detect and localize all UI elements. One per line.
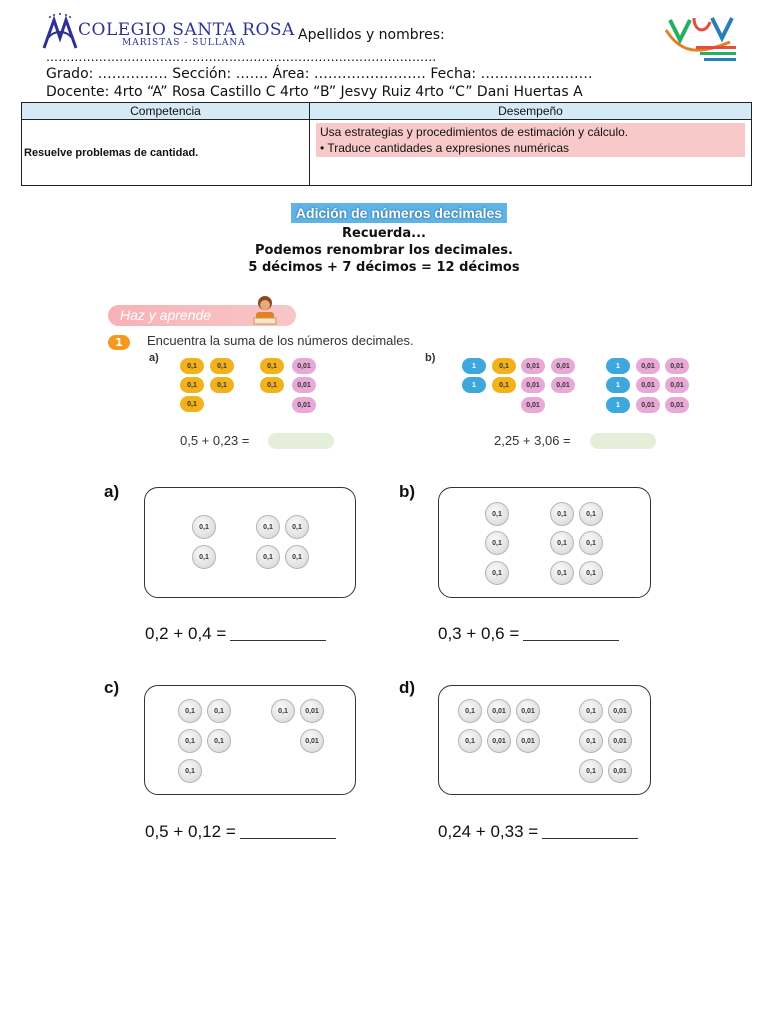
exercise-c-expression: 0,5 + 0,12 = (145, 822, 236, 841)
competence-cell: Resuelve problemas de cantidad. (22, 120, 310, 186)
exercise-b-equation (438, 624, 619, 644)
coin-tenth: 0,1 (210, 377, 234, 393)
coin-hundredth: 0,01 (608, 759, 632, 783)
example-instruction: Encuentra la suma de los números decimales. (147, 333, 414, 348)
exercise-b-answer-line[interactable] (523, 640, 619, 641)
coin-hundredth: 0,01 (608, 729, 632, 753)
reading-child-icon (248, 294, 282, 328)
performance-cell (310, 120, 752, 186)
coin-hundredth: 0,01 (665, 377, 689, 393)
grade-section-line: Grado: …………… Sección: ……. Área: …………………… Fecha: …………………… (46, 66, 593, 82)
coin-hundredth: 0,01 (551, 377, 575, 393)
competence-table (21, 102, 752, 186)
program-logo (660, 12, 742, 68)
coin-tenth: 0,1 (485, 531, 509, 555)
coin-tenth: 0,1 (210, 358, 234, 374)
coin-tenth: 0,1 (180, 396, 204, 412)
coin-hundredth: 0,01 (636, 377, 660, 393)
coin-hundredth: 0,01 (487, 699, 511, 723)
coin-tenth: 0,1 (260, 358, 284, 374)
coin-tenth: 0,1 (285, 515, 309, 539)
example-label-b: b) (425, 352, 436, 364)
exercise-d-equation (438, 822, 638, 842)
coin-hundredth: 0,01 (636, 358, 660, 374)
coin-one: 1 (462, 377, 486, 393)
coin-tenth: 0,1 (192, 515, 216, 539)
exercise-c-box (144, 685, 356, 795)
coin-tenth: 0,1 (458, 699, 482, 723)
coin-tenth: 0,1 (256, 545, 280, 569)
exercise-c-answer-line[interactable] (240, 838, 336, 839)
coin-hundredth: 0,01 (292, 358, 316, 374)
exercise-d-letter: d) (399, 678, 416, 697)
coin-hundredth: 0,01 (300, 729, 324, 753)
coin-tenth: 0,1 (579, 502, 603, 526)
coin-tenth: 0,1 (192, 545, 216, 569)
exercise-number-badge: 1 (108, 335, 130, 350)
coin-one: 1 (606, 358, 630, 374)
exercise-b-letter: b) (399, 482, 416, 501)
coin-hundredth: 0,01 (665, 397, 689, 413)
coin-tenth: 0,1 (180, 358, 204, 374)
coin-one: 1 (462, 358, 486, 374)
coin-tenth: 0,1 (485, 561, 509, 585)
school-name: COLEGIO SANTA ROSA (78, 20, 295, 40)
exercise-a-box (144, 487, 356, 598)
coin-tenth: 0,1 (579, 729, 603, 753)
section-title: Adición de números decimales (291, 203, 507, 223)
performance-header: Desempeño (310, 103, 752, 120)
recuerda-line-3: 5 décimos + 7 décimos = 12 décimos (248, 260, 520, 275)
performance-box (316, 123, 745, 157)
coin-tenth: 0,1 (285, 545, 309, 569)
coin-tenth: 0,1 (256, 515, 280, 539)
exercise-c-equation (145, 822, 336, 842)
coin-hundredth: 0,01 (516, 729, 540, 753)
coin-tenth: 0,1 (485, 502, 509, 526)
performance-line-1: Usa estrategias y procedimientos de estimación y cálculo. (320, 125, 629, 139)
coin-tenth: 0,1 (579, 561, 603, 585)
coin-tenth: 0,1 (550, 502, 574, 526)
coin-tenth: 0,1 (207, 729, 231, 753)
names-dots: …………………………………………………………………………………… (46, 50, 437, 64)
exercise-b-box (438, 487, 651, 598)
coin-hundredth: 0,01 (487, 729, 511, 753)
exercise-b-expression: 0,3 + 0,6 = (438, 624, 520, 643)
coin-hundredth: 0,01 (516, 699, 540, 723)
school-subtitle: MARISTAS - SULLANA (122, 38, 246, 48)
performance-line-2: • Traduce cantidades a expresiones numéricas (320, 141, 570, 155)
example-equation-b: 2,25 + 3,06 = (494, 433, 571, 448)
coin-tenth: 0,1 (579, 699, 603, 723)
recuerda-line-2: Podemos renombrar los decimales. (255, 243, 513, 258)
coin-hundredth: 0,01 (608, 699, 632, 723)
example-equation-a: 0,5 + 0,23 = (180, 433, 250, 448)
names-label: Apellidos y nombres: (298, 27, 445, 43)
exercise-a-answer-line[interactable] (230, 640, 326, 641)
coin-one: 1 (606, 377, 630, 393)
exercise-a-equation (145, 624, 326, 644)
competence-header: Competencia (22, 103, 310, 120)
coin-tenth: 0,1 (579, 759, 603, 783)
coin-hundredth: 0,01 (521, 397, 545, 413)
coin-tenth: 0,1 (180, 377, 204, 393)
example-answer-a (268, 433, 334, 449)
exercise-a-letter: a) (104, 482, 120, 501)
recuerda-line-1: Recuerda... (342, 226, 426, 241)
coin-hundredth: 0,01 (551, 358, 575, 374)
coin-tenth: 0,1 (458, 729, 482, 753)
coin-tenth: 0,1 (207, 699, 231, 723)
coin-hundredth: 0,01 (292, 377, 316, 393)
coin-tenth: 0,1 (492, 377, 516, 393)
exercise-d-answer-line[interactable] (542, 838, 638, 839)
coin-hundredth: 0,01 (665, 358, 689, 374)
coin-tenth: 0,1 (271, 699, 295, 723)
coin-hundredth: 0,01 (636, 397, 660, 413)
coin-one: 1 (606, 397, 630, 413)
coin-tenth: 0,1 (260, 377, 284, 393)
coin-tenth: 0,1 (178, 729, 202, 753)
coin-tenth: 0,1 (178, 759, 202, 783)
exercise-c-letter: c) (104, 678, 120, 697)
coin-tenth: 0,1 (492, 358, 516, 374)
coin-hundredth: 0,01 (521, 358, 545, 374)
coin-tenth: 0,1 (579, 531, 603, 555)
teachers-line: Docente: 4rto “A” Rosa Castillo C 4rto “B” Jesvy Ruiz 4rto “C” Dani Huertas A (46, 84, 583, 100)
coin-tenth: 0,1 (178, 699, 202, 723)
coin-tenth: 0,1 (550, 531, 574, 555)
haz-y-aprende-banner: Haz y aprende (108, 305, 296, 326)
example-label-a: a) (149, 352, 159, 364)
exercise-a-expression: 0,2 + 0,4 = (145, 624, 227, 643)
exercise-d-box (438, 685, 651, 795)
coin-hundredth: 0,01 (292, 397, 316, 413)
coin-tenth: 0,1 (550, 561, 574, 585)
coin-hundredth: 0,01 (521, 377, 545, 393)
example-answer-b (590, 433, 656, 449)
coin-hundredth: 0,01 (300, 699, 324, 723)
exercise-d-expression: 0,24 + 0,33 = (438, 822, 539, 841)
